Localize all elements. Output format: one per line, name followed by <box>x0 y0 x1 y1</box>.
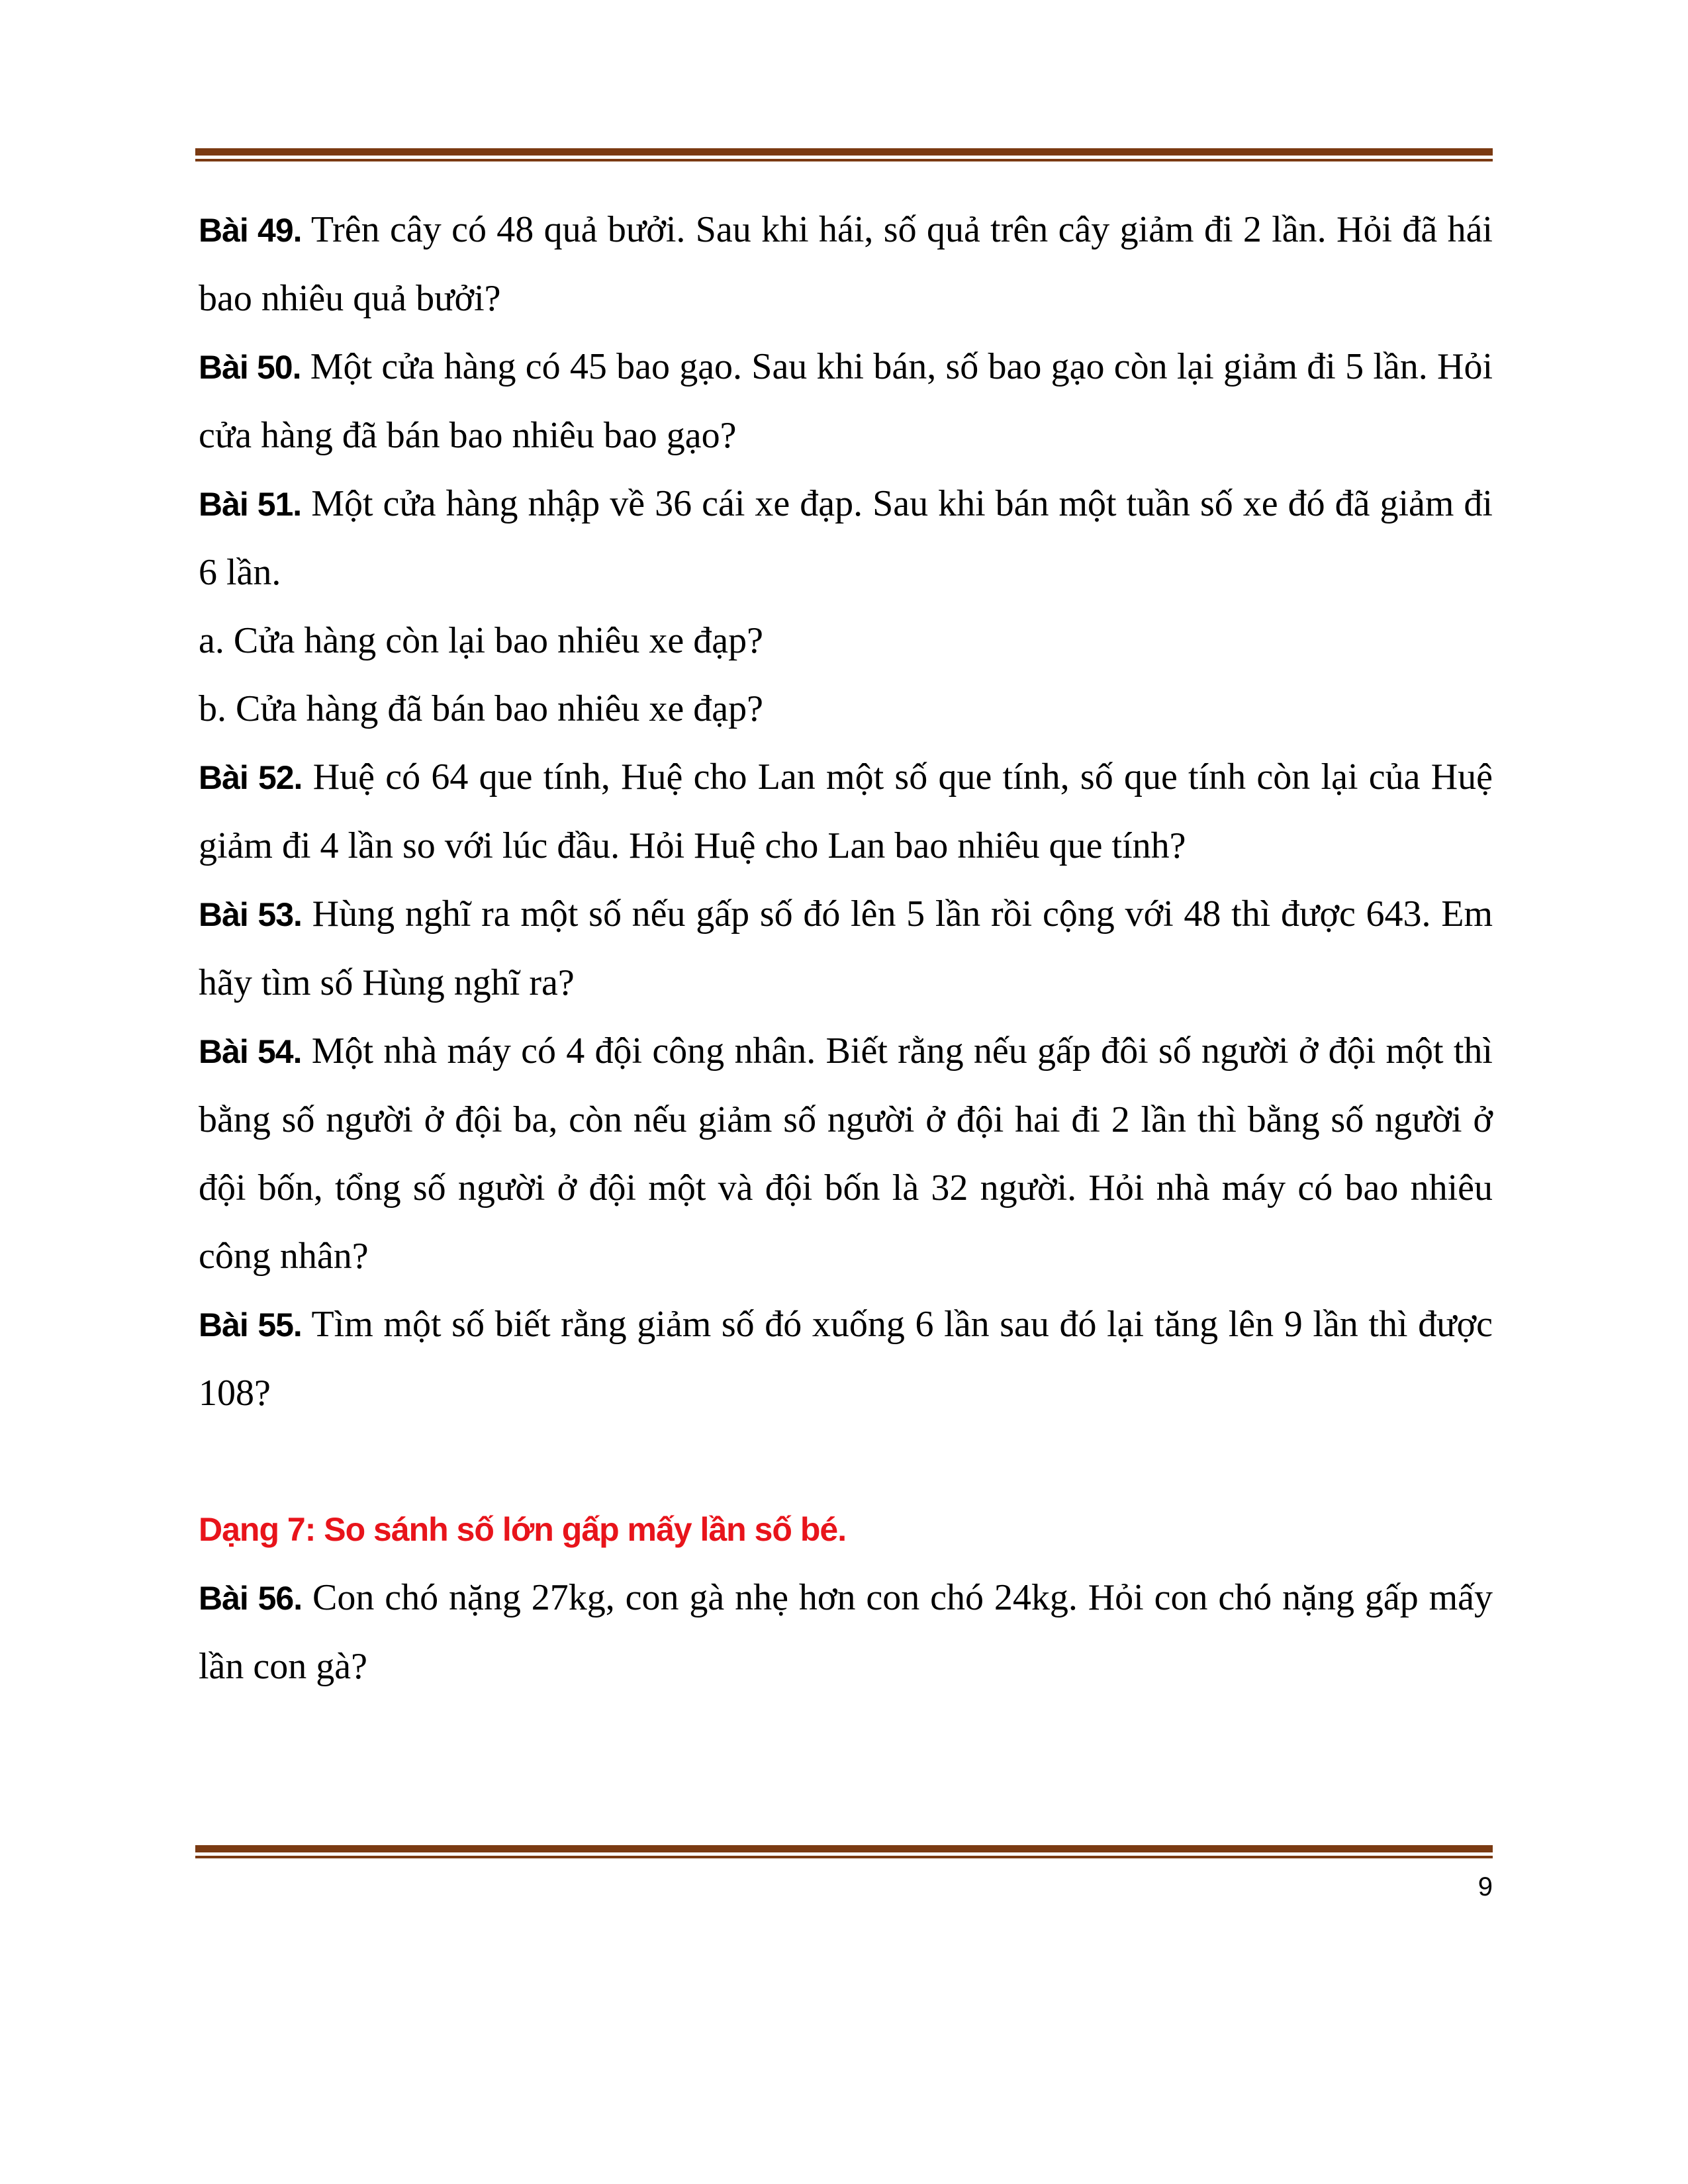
problem-text: Một cửa hàng có 45 bao gạo. Sau khi bán, số bao gạo còn lại giảm đi 5 lần. Hỏi cửa hàng đã bán bao nhiêu bao gạo? <box>199 346 1493 456</box>
problem-text: Một cửa hàng nhập về 36 cái xe đạp. Sau khi bán một tuần số xe đó đã giảm đi 6 lần. <box>199 483 1493 593</box>
page-content <box>199 196 1493 1701</box>
problem-label: Bài 56. <box>199 1580 303 1617</box>
problem-text: Hùng nghĩ ra một số nếu gấp số đó lên 5 lần rồi cộng với 48 thì được 643. Em hãy tìm số Hùng nghĩ ra? <box>199 893 1493 1003</box>
problem-53 <box>199 880 1493 1017</box>
problem-label: Bài 50. <box>199 349 301 386</box>
problem-text: Huệ có 64 que tính, Huệ cho Lan một số que tính, số que tính còn lại của Huệ giảm đi 4 lần so với lúc đầu. Hỏi Huệ cho Lan bao nhiêu que tính? <box>199 756 1493 866</box>
problem-text: Một nhà máy có 4 đội công nhân. Biết rằng nếu gấp đôi số người ở đội một thì bằng số người ở đội ba, còn nếu giảm số người ở đội hai đi 2 lần thì bằng số người ở đội bốn, tổng số người ở đội một và đội bốn là 32 người. Hỏi nhà máy có bao nhiêu công nhân? <box>199 1030 1493 1277</box>
problem-54 <box>199 1017 1493 1291</box>
problem-text: Con chó nặng 27kg, con gà nhẹ hơn con chó 24kg. Hỏi con chó nặng gấp mấy lần con gà? <box>199 1577 1493 1687</box>
problem-56 <box>199 1564 1493 1701</box>
section-heading: Dạng 7: So sánh số lớn gấp mấy lần số bé. <box>199 1511 847 1548</box>
problem-label: Bài 51. <box>199 486 302 523</box>
problem-label: Bài 52. <box>199 759 303 796</box>
problem-49 <box>199 196 1493 333</box>
problem-52 <box>199 743 1493 880</box>
problem-text: Tìm một số biết rằng giảm số đó xuống 6 lần sau đó lại tăng lên 9 lần thì được 108? <box>199 1304 1493 1414</box>
page-number: 9 <box>1477 1872 1493 1901</box>
problem-51 <box>199 470 1493 607</box>
header-rule <box>195 148 1493 161</box>
footer-rule <box>195 1845 1493 1858</box>
problem-text: Trên cây có 48 quả bưởi. Sau khi hái, số quả trên cây giảm đi 2 lần. Hỏi đã hái bao nhiêu quả bưởi? <box>199 209 1493 319</box>
problem-label: Bài 49. <box>199 212 302 249</box>
problem-label: Bài 53. <box>199 896 302 933</box>
problem-label: Bài 54. <box>199 1033 302 1070</box>
problem-50 <box>199 333 1493 470</box>
problem-label: Bài 55. <box>199 1306 302 1343</box>
sub-question-b: b. Cửa hàng đã bán bao nhiêu xe đạp? <box>199 688 763 729</box>
sub-question-a: a. Cửa hàng còn lại bao nhiêu xe đạp? <box>199 620 763 661</box>
problem-55 <box>199 1291 1493 1428</box>
